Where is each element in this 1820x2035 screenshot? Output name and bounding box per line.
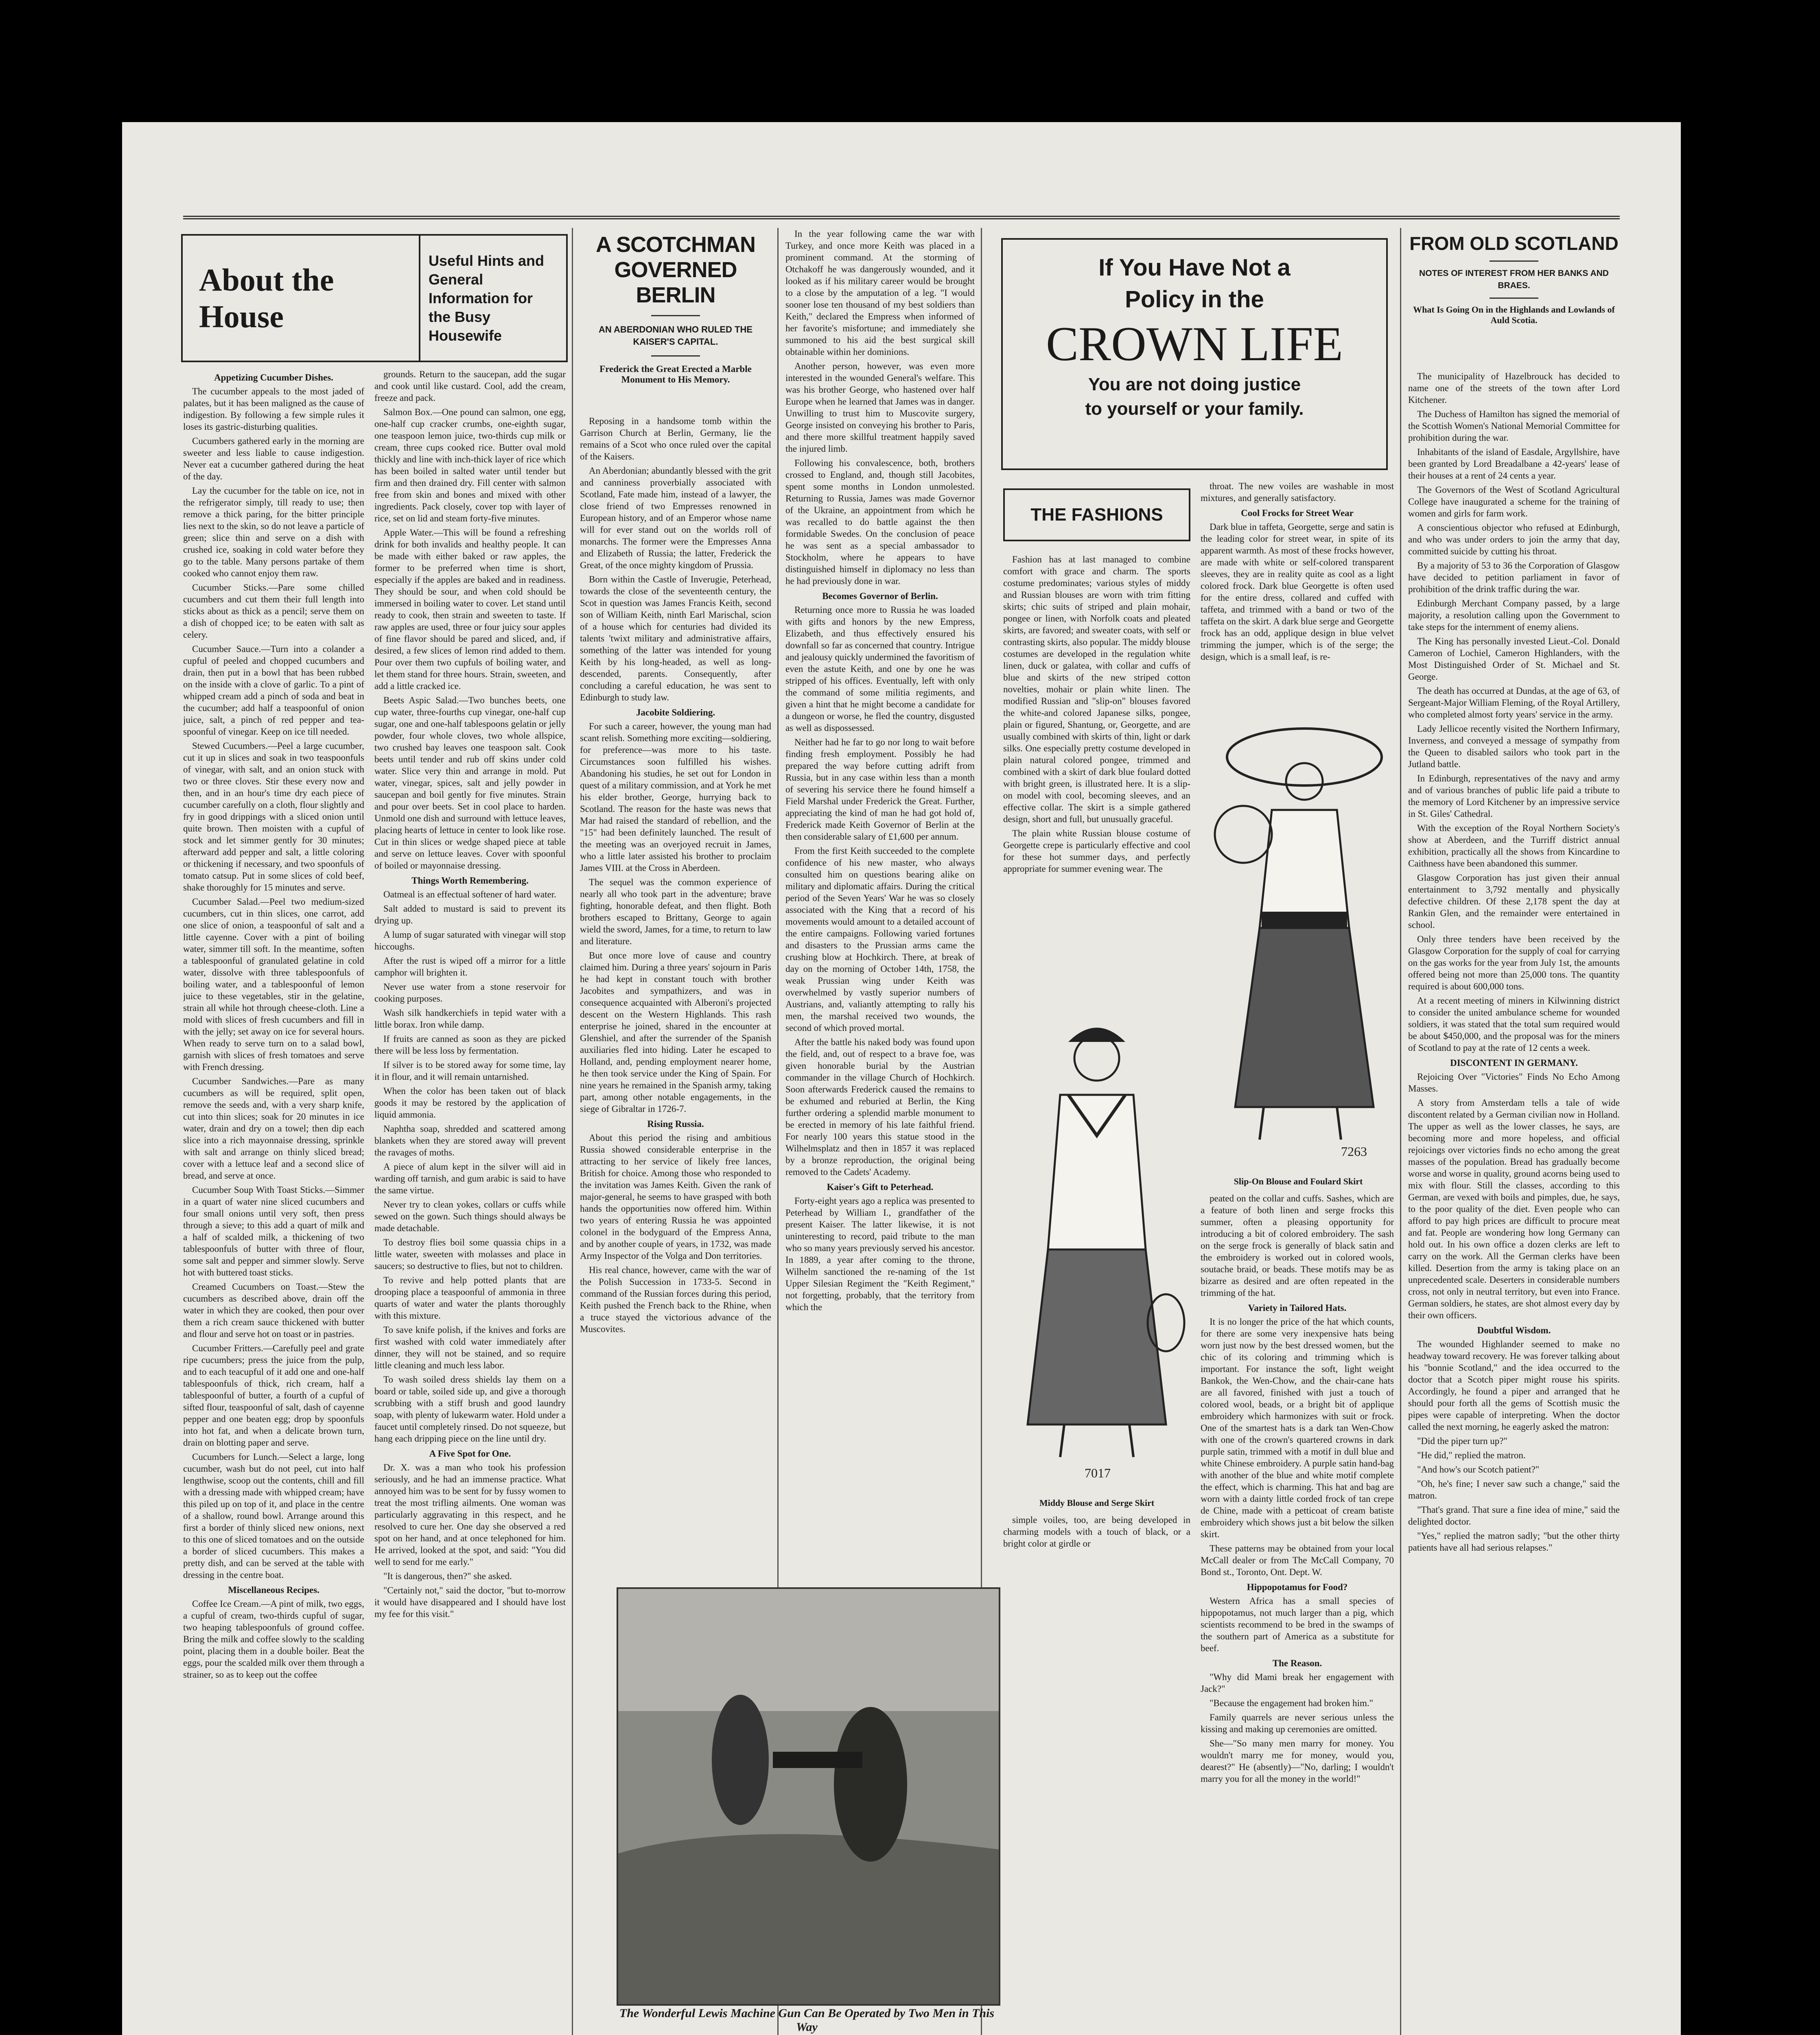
photo-scene (618, 1589, 999, 2004)
section-heading: Cool Frocks for Street Wear (1241, 508, 1354, 518)
paragraph: The municipality of Hazelbrouck has decided to name one of the streets of the town after Lord Kitchener. (1408, 371, 1620, 405)
paragraph: The death has occurred at Dundas, at the age of 63, of Sergeant-Major William Fleming, of the Royal Artillery, who completed almost forty years' service in the army. (1408, 686, 1620, 720)
paragraph: "Because the engagement had broken him." (1210, 1698, 1373, 1708)
paragraph: Cucumber Sauce.—Turn into a colander a cupful of peeled and chopped cucumbers and drain, then put in a bowl that has been rubbed on the inside with a clove of garlic. To a pint of whipped cream add a pinch of soda and beat in the cucumber; add half a teaspoonful of onion juice, salt, a pinch of red pepper and tea-spoonful of vinegar. Keep on ice till needed. (183, 644, 364, 737)
scotchman-headline-2: GOVERNED BERLIN (614, 258, 737, 307)
paragraph: To revive and help potted plants that are drooping place a teaspoonful of ammonia in three quarts of water and water the plants thoroughly with this mixture. (374, 1275, 566, 1321)
paragraph: Forty-eight years ago a replica was presented to Peterhead by William I., grandfather of the present Kaiser. The latter likewise, it is not uninteresting to record, paid tribute to the man who so many years previously served his ancestor. In 1889, a year after coming to the throne, Wilhelm sanctioned the re-naming of the 1st Upper Silesian Regiment the "Keith Regiment," not forgetting, probably, that the territory from which the (785, 1196, 975, 1312)
paragraph: The cucumber appeals to the most jaded of palates, but it has been maligned as the cause of indigestion. By following a few simple rules it loses its gastric-disturbing qualities. (183, 386, 364, 432)
paragraph: "He did," replied the matron. (1417, 1450, 1526, 1460)
paragraph: From the first Keith succeeded to the complete confidence of his new master, who always consulted him on questions bearing alike on military and diplomatic affairs. During the critical period of the Seven Years' War he was so closely associated with the King that a record of his movements would amount to a detailed account of the entire campaigns. Following varied fortunes and disasters to the Prussian arms came the crushing blow at Hochkirch. There, at break of day on the morning of October 14th, 1758, the weak Prussian wing under Keith was overwhelmed by vastly superior numbers of Austrians, and, valiantly attempting to rally his men, the marshal received two wounds, the second of which proved mortal. (785, 846, 975, 1033)
head (1286, 763, 1323, 800)
paragraph: In Edinburgh, representatives of the navy and army and of various branches of public life paid a tribute to the memory of Lord Kitchener by an impressive service in St. Giles' Cathedral. (1408, 773, 1620, 819)
paragraph: A story from Amsterdam tells a tale of wide discontent related by a German civilian now in Holland. The upper as well as the lower classes, he says, are becoming more and more hopeless, and official rejoicings over victories finds no echo among the great masses of the population. Bread has gradually become worse and worse in quality, ground acorns being used to mix with flour. Still the classes, according to this German, are vexed with boils and pimples, due, he says, to the poor quality of the diet. Even people who can afford to pay high prices are difficult to procure meat and fat. People are wondering how long Germany can hold out. In his own office a dozen clerks are left to carry on the work. All the German clerks have been killed. Desertion from the army is taking place on an unprecedented scale. Deserters in considerable numbers cross, not only in neutral territory, but even into France. German soldiers, he states, are shot almost every day by their own officers. (1408, 1098, 1620, 1320)
scotchman-header (580, 232, 771, 387)
scotchman-column-2 (785, 228, 975, 1587)
paragraph: Apple Water.—This will be found a refreshing drink for both invalids and healthy people. It can be made with either baked or raw apples, the former to be preferred when time is short, especially if the apples are baked and in readiness. They should be sour, and when cold should be immersed in boiling water to cover. Let stand until ready to cook, then strain and sweeten to taste. If raw apples are used, three or four juicy sour apples of fine flavor should be pared and sliced, and, if desired, a few slices of lemon rind added to them. Pour over them two cupfuls of boiling water, and let them stand for three hours. Strain, sweeten, and add a little cracked ice. (374, 527, 566, 691)
paragraph: But once more love of cause and country claimed him. During a three years' sojourn in Paris he had kept in constant touch with brother Jacobites and sympathizers, and was in consequence acquainted with Alberoni's projected descent on the Western Highlands. This rash enterprise he joined, shared in the encounter at Glenshiel, and after the surrender of the Spanish auxiliaries fled into hiding. Later he escaped to Holland, and, pending employment nearer home, he then took service under the King of Spain. For nine years he remained in the Spanish army, taking part, among other notable engagements, in the siege of Gibraltar in 1726-7. (580, 950, 771, 1114)
paragraph: Western Africa has a small species of hippopotamus, not much larger than a pig, which scientists recommend to be bred in the swamps of the southern part of America as a substitute for beef. (1201, 1596, 1394, 1653)
paragraph: "Why did Mami break her engagement with Jack?" (1201, 1672, 1394, 1694)
about-house-column-1 (183, 368, 364, 2035)
paragraph: Naphtha soap, shredded and scattered among blankets when they are stored away will prevent the ravages of moths. (374, 1124, 566, 1158)
crown-life-line-1: If You Have Not a (1098, 254, 1291, 281)
paragraph: It is no longer the price of the hat which counts, for there are some very inexpensive hats being worn just now by the best dressed women, but the chic of its coloring and trimming which is important. For instance the soft, light weight Bankok, the Wen-Chow, and the chair-cane hats are all favored, finished with just a touch of colored wool, beads, or a bright bit of applique embroidery which harmonizes with suit or frock. One of the smartest hats is a dark tan Wen-Chow with one of the crown's quartered crowns in dark purple satin, trimmed with a motif in dull blue and white Chinese embroidery. A purple satin hand-bag with another of the blue and white motif complete the effect, which is charming. This hat and bag are worn with a dainty little corded frock of tan crepe de Chine, made with a petticoat of cream batiste embroidery which shows just a bit below the silken skirt. (1201, 1317, 1394, 1539)
section-heading: The Reason. (1272, 1658, 1322, 1668)
section-heading: Things Worth Remembering. (411, 875, 529, 886)
paragraph: An Aberdonian; abundantly blessed with the grit and canniness proverbially associated with Scotland, Fate made him, instead of a lawyer, the close friend of two Empresses renowned in European history, and of an Emperor whose name will for ever stand out on the worlds roll of monarchs. The former were the Empresses Anna and Elizabeth of Russia; the latter, Frederick the Great, of the once mighty kingdom of Prussia. (580, 466, 771, 570)
blouse (1260, 810, 1349, 928)
paragraph: Stewed Cucumbers.—Peel a large cucumber, cut it up in slices and soak in two teaspoonfuls of vinegar, with salt, and an onion stuck with two or three cloves. Stir these every now and then, and in an hour's time dry each piece of cucumber carefully on a cloth, flour slightly and fry in good drippings with a sliced onion until quite brown. Then moisten with a cupful of stock and let simmer gently for 30 minutes; afterward add pepper and salt, a little coloring or thickening if necessary, and two spoonfuls of tomato catsup. Put in some slices of cold beef, shake thoroughly for 15 minutes and serve. (183, 741, 364, 893)
section-heading: Kaiser's Gift to Peterhead. (827, 1182, 934, 1192)
about-house-header (181, 234, 568, 362)
paragraph: Never try to clean yokes, collars or cuffs while sewed on the gown. Such things should always be made detachable. (374, 1199, 566, 1233)
scotland-deck-1: NOTES OF INTEREST FROM HER BANKS AND BRAES. (1419, 269, 1609, 290)
paragraph: His real chance, however, came with the war of the Polish Succession in 1733-5. Second in command of the Russian forces during this period, Keith pushed the French back to the Rhine, when a truce stayed the victorious advance of the Muscovites. (580, 1265, 771, 1334)
paragraph: With the exception of the Royal Northern Society's show at Aberdeen, and the Turriff district annual exhibition, practically all the shows from Kincardine to Caithness have been abandoned this summer. (1408, 823, 1620, 869)
soldier (712, 1695, 769, 1825)
parasol (1215, 806, 1272, 863)
section-heading: Rising Russia. (647, 1119, 704, 1129)
slip-on-caption: Slip-On Blouse and Foulard Skirt (1234, 1176, 1363, 1186)
paragraph: Salt added to mustard is said to prevent its drying up. (374, 904, 566, 926)
paragraph: Only three tenders have been received by the Glasgow Corporation for the supply of coal for carrying on the gas works for the year from July 1st, the amounts offered being not more than 25,000 tons. The quantity required is about 600,000 tons. (1408, 934, 1620, 991)
scotland-deck-2: What Is Going On in the Highlands and Lowlands of Auld Scotia. (1413, 304, 1615, 325)
section-heading: A Five Spot for One. (429, 1449, 511, 1459)
paragraph: Rejoicing Over "Victories" Finds No Echo Among Masses. (1408, 1072, 1620, 1094)
paragraph: Returning once more to Russia he was loaded with gifts and honors by the new Empress, Elizabeth, and thus effectively ensured his downfall so far as concerned that country. Intrigue and jealousy quickly undermined the favoritism of even the astute Keith, and one by one he was stripped of his offices. Eventually, left with only the command of some militia regiments, and given a hint that he might become a candidate for a dungeon or worse, he fled the country, disgusted as well as dispossessed. (785, 605, 975, 733)
scotland-header (1408, 232, 1620, 328)
paragraph: Cucumbers for Lunch.—Select a large, long cucumber, wash but do not peel, cut into half lengthwise, scoop out the contents, chill and fill with a dressing made with whipped cream; have this piled up on top of it, and place in the centre of a shallow, round bowl. Arrange around this first a border of thinly sliced new onions, next to this one of sliced tomatoes and on the outside a border of sliced cucumbers. This makes a pretty dish, and can be served at the table with dressing in the centre boat. (183, 1452, 364, 1580)
paragraph: These patterns may be obtained from your local McCall dealer or from The McCall Company, 70 Bond st., Toronto, Ont. Dept. W. (1201, 1543, 1394, 1577)
paragraph: Dr. X. was a man who took his profession seriously, and he had an immense practice. What annoyed him was to be sent for by fussy women to treat the most trifling ailments. One woman was particularly aggravating in this respect, and he resolved to cure her. One day she observed a red spot on her hand, and at once telephoned for him. He arrived, looked at the spot, and said: "You did well to send for me early." (374, 1462, 566, 1567)
paragraph: peated on the collar and cuffs. Sashes, which are a feature of both linen and serge frocks this summer, often a pleasing opportunity for introducing a bit of colored embroidery. The sash on the serge frock is generally of black satin and the embroidery is worked out in colored wools, soutache braid, or beads. These motifs may be as bizarre as desired and are often repeated in the trimming of the hat. (1201, 1193, 1394, 1298)
fashions-column-1-end (1003, 1514, 1190, 1571)
section-heading: Appetizing Cucumber Dishes. (214, 372, 333, 383)
paragraph: A conscientious objector who refused at Edinburgh, and who was under orders to join the army that day, committed suicide by cutting his throat. (1408, 523, 1620, 556)
paragraph: She—"So many men marry for money. You wouldn't marry me for money, would you, dearest?" He (absently)—"No, darling; I wouldn't marry you for all the money in the world!" (1201, 1738, 1394, 1784)
skirt (1235, 928, 1374, 1107)
paragraph: In the year following came the war with Turkey, and once more Keith was placed in a prominent command. At the storming of Otchakoff he was dangerously wounded, and it looked as if his military career would be brought to a close by the amputation of a leg. "I would sooner lose ten thousand of my best soldiers than Keith," declared the Empress when informed of her favorite's misfortune; and immediately she summoned to his aid the best surgical skill obtainable within her dominions. (785, 229, 975, 357)
slip-on-blouse-illustration (1203, 700, 1394, 1168)
section-heading: Miscellaneous Recipes. (228, 1585, 319, 1595)
paragraph: Salmon Box.—One pound can salmon, one egg, one-half cup cracker crumbs, one-eighth sugar, one teaspoon lemon juice, two-thirds cup milk or cream, three cups cooked rice. Butter oval mold thickly and line with inch-thick layer of rice which has been boiled in salted water until tender but firm and then drained dry. Fill center with salmon free from skin and bones and mixed with other ingredients. Pack closely, cover top with layer of rice, set on lid and steam forty-five minutes. (374, 407, 566, 523)
paragraph: At a recent meeting of miners in Kilwinning district to consider the united ambulance scheme for wounded soldiers, it was stated that the total sum required would be about $450,000, and the proposal was for the miners of Scotland to pay at the rate of 12 cents a week. (1408, 996, 1620, 1053)
paragraph: The King has personally invested Lieut.-Col. Donald Cameron of Lochiel, Cameron Highlanders, with the Most Distinguished Order of St. Michael and St. George. (1408, 636, 1620, 682)
sash (1262, 912, 1347, 928)
paragraph: "Oh, he's fine; I never saw such a change," said the matron. (1408, 1479, 1620, 1501)
scotland-column (1408, 370, 1620, 2035)
paragraph: Dark blue in taffeta, Georgette, serge and satin is the leading color for street wear, in spite of its apparent warmth. As most of these frocks however, are made with white or self-colored transparent sleeves, they are in reality quite as cool as a light colored frock. Dark blue Georgette is often used for the entire dress, collared and cuffed with taffeta, and trimmed with a band or two of the taffeta on the skirt. A dark blue serge and Georgette frock has an odd, applique design in blue velvet trimming the jumper, which is of the serge; the design, which is a small leaf, is re- (1201, 522, 1394, 662)
paragraph: Lay the cucumber for the table on ice, not in the refrigerator simply, till ready to use; then remove a thick paring, for the bitter principle lies next to the skin, so do not leave a particle of green; slice thin and serve on a dish with crushed ice, soaking in cold water before they go to the table. Many persons partake of them cooked who cannot enjoy them raw. (183, 486, 364, 578)
crown-life-ad (1001, 238, 1388, 470)
paragraph: Coffee Ice Cream.—A pint of milk, two eggs, a cupful of cream, two-thirds cupful of sugar, two heaping tablespoonfuls of ground coffee. Bring the milk and coffee slowly to the scalding point, placing them in a double boiler. Beat the eggs, pour the scalded milk over them through a strainer, so as to keep out the coffee (183, 1599, 364, 1680)
paragraph: When the color has been taken out of black goods it may be restored by the application of liquid ammonia. (374, 1086, 566, 1120)
paragraph: Edinburgh Merchant Company passed, by a large majority, a resolution calling upon the Government to take steps for the internment of enemy aliens. (1408, 598, 1620, 632)
paragraph: Born within the Castle of Inverugie, Peterhead, towards the close of the seventeenth century, the Scot in question was James Francis Keith, second son of William Keith, ninth Earl Marischal, scion of a house which for centuries had divided its talents 'twixt military and administrative affairs, something of the latter was intended for young Keith by his long-headed, as well as long-descended, parents. Consequently, after concluding a careful education, he was sent to Edinburgh to study law. (580, 574, 771, 702)
section-heading: Becomes Governor of Berlin. (822, 591, 938, 601)
paragraph: Beets Aspic Salad.—Two bunches beets, one cup water, three-fourths cup vinegar, one-half cup sugar, one and one-half tablespoons gelatin or jelly powder, four whole cloves, two whole allspice, two crushed bay leaves one teaspoon salt. Cook beets until tender and rub off skins under cold water. Slice very thin and arrange in mold. Put water, vinegar, spices, salt and jelly powder in saucepan and boil gently for five minutes. Strain and pour over beets. Set in cool place to harden. Unmold one dish and surround with lettuce leaves, placing hearts of lettuce in center to look like rose. Cut in thin slices or wedge shaped piece at table and serve on lettuce leaves. Cover with spoonful of boiled or mayonnaise dressing. (374, 695, 566, 871)
hat (1227, 729, 1382, 786)
paragraph: To wash soiled dress shields lay them on a board or table, soiled side up, and give a thorough scrubbing with a stiff brush and good laundry soap, with plenty of lukewarm water. Hold under a faucet until completely rinsed. Do not squeeze, but hang each dripping piece on the line until dry. (374, 1374, 566, 1444)
photo-caption: The Wonderful Lewis Machine Gun Can Be Operated by Two Men in This Way (619, 2007, 995, 2034)
paragraph: simple voiles, too, are being developed in charming models with a touch of black, or a bright color at girdle or (1003, 1515, 1190, 1549)
middy-blouse-illustration (1003, 997, 1190, 1486)
soldier (834, 1707, 907, 1862)
paragraph: A lump of sugar saturated with vinegar will stop hiccoughs. (374, 930, 566, 952)
scotland-title: FROM OLD SCOTLAND (1409, 233, 1619, 254)
column-rule (572, 228, 573, 2035)
crown-life-line-4: You are not doing justice (1088, 374, 1301, 394)
fashions-header (1003, 488, 1190, 541)
paragraph: "That's grand. That sure a fine idea of mine," said the delighted doctor. (1408, 1505, 1620, 1527)
masthead-rule (183, 216, 1620, 219)
paragraph: The wounded Highlander seemed to make no headway toward recovery. He was forever talking about his "bonnie Scotland," and the idea occurred to the doctor that a Scotch piper might rouse his spirits. Accordingly, he found a piper and arranged that he should pour forth all the gems of Scottish music the pipes were capable of interpreting. When the doctor called the next morning, he eagerly asked the matron: (1408, 1339, 1620, 1432)
newspaper-page (122, 122, 1681, 2035)
fashions-column-2-end (1201, 1193, 1394, 2035)
paragraph: Fashion has at last managed to combine comfort with grace and charm. The sports costume predominates; various styles of middy and Russian blouses are worn with trim fitting skirts; chic suits of striped and plain mohair, pongee or linen, with Norfolk coats and pleated skirts, are favored; and sweater coats, with self or contrasting skirts, also popular. The middy blouse costumes are developed in the regulation white linen, duck or galatea, with collar and cuffs of blue and skirts of the new striped cotton novelties, mohair or plain white linen. The modified Russian and "slip-on" blouses favored the white-and colored Japanese silks, pongee, plain or figured, Shantung, or, Georgette, and are usually combined with skirts of thin, light or dark silks. One especially pretty costume developed in plain natural colored pongee, trimmed and combined with a skirt of dark blue foulard dotted with bright green, is illustrated here. It is a slip-on model with cool, becoming sleeves, and an effective collar. The skirt is a simple gathered design, short and full, but unusually graceful. (1003, 554, 1190, 824)
section-heading: Hippopotamus for Food? (1247, 1582, 1348, 1592)
pattern-number-slipon: 7263 (1341, 1144, 1367, 1159)
paragraph: For such a career, however, the young man had scant relish. Something more exciting—soldiering, for preference—was more to his taste. Circumstances soon fulfilled his wishes. Abandoning his studies, he set out for London in quest of a military commission, and at York he met his elder brother, George, hurrying back to Scotland. The reason for the haste was news that Mar had raised the standard of rebellion, and the "15" had been definitely launched. The result of the meeting was an overjoyed recruit in James, who a little later assisted his brother to proclaim James VIII. at the Cross in Aberdeen. (580, 721, 771, 873)
scotchman-deck-1: AN ABERDONIAN WHO RULED THE KAISER'S CAPITAL. (598, 324, 753, 347)
about-house-tagline: Useful Hints and General Information for the Busy Housewife (429, 252, 545, 344)
paragraph: To destroy flies boil some quassia chips in a little water, sweeten with molasses and place in saucers; so destructive to flies, but not to children. (374, 1237, 566, 1271)
crown-life-line-3: CROWN LIFE (1046, 317, 1343, 371)
crown-life-line-5: to yourself or your family. (1085, 399, 1304, 419)
about-house-title (183, 236, 420, 361)
paragraph: Cucumber Soup With Toast Sticks.—Simmer in a quart of water nine sliced cucumbers and four small onions until very soft, then press through a sieve; to this add a quart of milk and a half of scalded milk, a thickening of two tablespoonfuls of butter with three of flour, some salt and pepper and simmer slowly. Serve hot with buttered toast sticks. (183, 1185, 364, 1278)
paragraph: Inhabitants of the island of Easdale, Argyllshire, have been granted by Lord Breadalbane a 42-years' lease of their houses at a rent of 24 cents a year. (1408, 447, 1620, 481)
paragraph: grounds. Return to the saucepan, add the sugar and cook until like custard. Cool, add the cream, freeze and pack. (374, 369, 566, 403)
middy-blouse (1048, 1095, 1146, 1249)
paragraph: Cucumber Fritters.—Carefully peel and grate ripe cucumbers; press the juice from the pulp, and to each teacupful of it add one and one-half tablespoonfuls of thick, rich cream, half a tablespoonful of butter, a fourth of a cupful of sifted flour, teaspoonful of salt, dash of cayenne pepper and one beaten egg; drop by spoonfuls into hot fat, and when a delicate brown turn, drain on blotting paper and serve. (183, 1343, 364, 1448)
paragraph: Neither had he far to go nor long to wait before finding fresh employment. Possibly he had prepared the way before cutting adrift from Russia, but in any case within less than a month of severing his service there he found himself a Field Marshal under Frederick the Great. Further, appreciating the kind of man he had got hold of, Frederick made Keith Governor of Berlin at the then considerable salary of £1,600 per annum. (785, 737, 975, 842)
paragraph: Another person, however, was even more interested in the wounded General's welfare. This was his brother George, who hastened over half Europe when he learned that James was in danger. Unwilling to trust him to Muscovite surgery, George insisted on conveying his brother to Paris, and there more skillful treatment happily saved the injured limb. (785, 361, 975, 454)
paragraph: Wash silk handkerchiefs in tepid water with a little borax. Iron while damp. (374, 1008, 566, 1030)
column-rule (1400, 228, 1401, 2035)
fashions-column-2 (1201, 480, 1394, 696)
photo-caption-block (617, 2007, 997, 2035)
machine-gun (773, 1752, 862, 1768)
paragraph: A piece of alum kept in the silver will aid in warding off tarnish, and gum arabic is said to have the same virtue. (374, 1162, 566, 1195)
about-house-column-2 (374, 368, 566, 2035)
paragraph: throat. The new voiles are washable in most mixtures, and generally satisfactory. (1201, 481, 1394, 503)
fashions-column-1 (1003, 554, 1190, 997)
fashions-title: THE FASHIONS (1030, 505, 1163, 525)
paragraph: "Yes," replied the matron sadly; "but the other thirty patients have all had serious relapses." (1408, 1531, 1620, 1553)
paragraph: The plain white Russian blouse costume of Georgette crepe is particularly effective and cool for these hot summer days, and perfectly appropriate for summer evening wear. The (1003, 828, 1190, 874)
paragraph: The Duchess of Hamilton has signed the memorial of the Scottish Women's National Memorial Committee for prohibition during the war. (1408, 409, 1620, 443)
paragraph: Cucumber Sandwiches.—Pare as many cucumbers as will be required, split open, remove the seeds and, with a very sharp knife, cut into thin slices; soak for 20 minutes in ice water, drain and dry on a towel; then dip each slice into a rich mayonnaise dressing, sprinkle with salt and arrange on thinly sliced bread; cover with a lettuce leaf and a second slice of bread, and serve at once. (183, 1076, 364, 1181)
paragraph: Never use water from a stone reservoir for cooking purposes. (374, 982, 566, 1004)
paragraph: Glasgow Corporation has just given their annual entertainment to 3,792 mentally and physically defective children. Of these 2,178 spent the day at Rankin Glen, and the remainder were entertained in school. (1408, 873, 1620, 930)
paragraph: Cucumber Sticks.—Pare some chilled cucumbers and cut them their full length into sticks about as thick as a pencil; serve them on a dish of chopped ice; to be eaten with salt as celery. (183, 582, 364, 640)
paragraph: Cucumber Salad.—Peel two medium-sized cucumbers, cut in thin slices, one carrot, add one slice of onion, a teaspoonful of salt and a little cayenne. Cover with a pint of boiling water, simmer till soft. In the meantime, soften a tablespoonful of granulated gelatine in cold water, dissolve with three tablespoonfuls of boiling water, and a tablespoonful of lemon juice to these vegetables, stir in the gelatine, strain all while hot through cheese-cloth. Line a mold with slices of fresh cucumbers and fill in with the jelly; set away on ice for several hours. When ready to serve turn on to a salad bowl, garnish with slices of fresh tomatoes and serve with French dressing. (183, 897, 364, 1072)
section-heading: Variety in Tailored Hats. (1248, 1303, 1347, 1313)
lewis-gun-photo (617, 1587, 1000, 2006)
paragraph: After the battle his naked body was found upon the field, and, out of respect to a brave foe, was given honorable burial by the Austrian commander in the village Church of Hochkirch. Soon afterwards Frederick caused the remains to be exhumed and reburied at Berlin, the King further ordering a splendid marble monument to be erected in memory of his late faithful friend. For nearly 100 years this statue stood in the Wilhelmsplatz and then in 1857 it was replaced by a bronze reproduction, the original being removed to the Cadets' Academy. (785, 1037, 975, 1177)
paragraph: "Certainly not," said the doctor, "but to-morrow it would have disappeared and I should have lost my fee for this visit." (374, 1585, 566, 1619)
paragraph: If fruits are canned as soon as they are picked there will be less loss by fermentation. (374, 1034, 566, 1056)
scotchman-deck-2: Frederick the Great Erected a Marble Monument to His Memory. (599, 364, 752, 385)
paragraph: "And how's our Scotch patient?" (1417, 1464, 1540, 1475)
paragraph: About this period the rising and ambitious Russia showed considerable enterprise in the attracting to her service of likely free lances, British for choice. Among those who responded to the invitation was James Keith. Given the rank of major-general, he seems to have grasped with both hands the opportunities now offered him. Within two years of entering Russia he was appointed colonel in the bodyguard of the Empress Anna, and by another couple of years, in 1732, was made Army Inspector of the Volga and Don territories. (580, 1133, 771, 1261)
paragraph: After the rust is wiped off a mirror for a little camphor will brighten it. (374, 956, 566, 978)
title-line-2: House (199, 298, 284, 334)
title-line-1: About the (199, 262, 334, 298)
paragraph: If silver is to be stored away for some time, lay it in flour, and it will remain untarnished. (374, 1060, 566, 1082)
section-heading: Jacobite Soldiering. (636, 707, 715, 718)
paragraph: To save knife polish, if the knives and forks are first washed with cold water immediately after dinner, they will not be stained, and so require little cleaning and much less labor. (374, 1325, 566, 1370)
crown-life-line-2: Policy in the (1125, 286, 1264, 313)
paragraph: "It is dangerous, then?" she asked. (383, 1571, 512, 1581)
paragraph: "Did the piper turn up?" (1417, 1436, 1507, 1446)
hat (1068, 1028, 1125, 1042)
pattern-number-middy: 7017 (1085, 1466, 1111, 1480)
head (1074, 1036, 1119, 1081)
paragraph: Reposing in a handsome tomb within the Garrison Church at Berlin, Germany, lie the remains of a Scot who once ruled over the capital of the Kaisers. (580, 416, 771, 462)
section-heading: DISCONTENT IN GERMANY. (1450, 1058, 1578, 1068)
paragraph: Cucumbers gathered early in the morning are sweeter and less liable to cause indigestion. Never eat a cucumber gathered during the heat of the day. (183, 436, 364, 481)
serge-skirt (1028, 1249, 1166, 1424)
paragraph: Creamed Cucumbers on Toast.—Stew the cucumbers as described above, drain off the water in which they are cooked, then pour over them a rich cream sauce thickened with butter and flour and serve hot on toast or in pastries. (183, 1282, 364, 1339)
paragraph: Family quarrels are never serious unless the kissing and making up ceremonies are omitted. (1201, 1712, 1394, 1734)
paragraph: By a majority of 53 to 36 the Corporation of Glasgow have decided to petition parliament in favor of prohibition of the drink traffic during the war. (1408, 560, 1620, 594)
paragraph: The Governors of the West of Scotland Agricultural College have inaugurated a scheme for the training of women and girls for farm work. (1408, 485, 1620, 519)
section-heading: Doubtful Wisdom. (1477, 1325, 1551, 1335)
scotchman-headline-1: A SCOTCHMAN (596, 232, 755, 257)
paragraph: Following his convalescence, both, brothers crossed to England, and, though still Jacobites, spent some months in London unmolested. Returning to Russia, James was made Governor of the Ukraine, an appointment from which he was recalled to do battle against the then formidable Swedes. On the conclusion of peace he was sent as a special ambassador to Stockholm, where he appears to have distinguished himself in diplomacy no less than he had previously done in war. (785, 458, 975, 586)
paragraph: Oatmeal is an effectual softener of hard water. (383, 889, 556, 899)
paragraph: Lady Jellicoe recently visited the Northern Infirmary, Inverness, and conveyed a message of sympathy from the Queen to disabled sailors who took part in the Jutland battle. (1408, 724, 1620, 769)
paragraph: The sequel was the common experience of nearly all who took part in the adventure; brave fighting, honorable defeat, and then flight. Both brothers escaped to Brittany, George to again wield the sword, James, for a time, to return to law and literature. (580, 877, 771, 946)
middy-caption: Middy Blouse and Serge Skirt (1039, 1498, 1155, 1508)
